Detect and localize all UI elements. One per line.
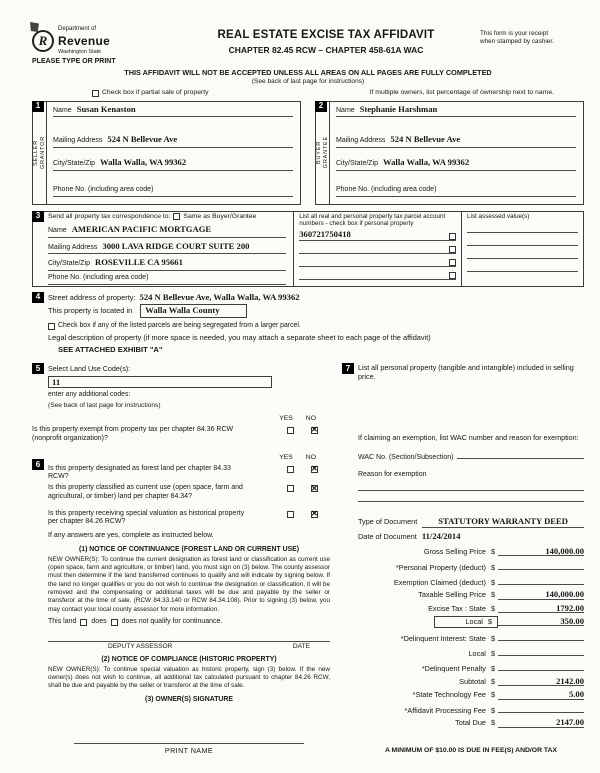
doc-type-field[interactable]: STATUTORY WARRANTY DEED (422, 516, 584, 528)
does-not-label: does not qualify for continuance. (121, 618, 223, 626)
fee-row-tech-fee: *State Technology Fee $ 5.00 (412, 689, 584, 700)
dept-of-revenue-logo (32, 26, 172, 55)
notice-compliance-body: NEW OWNER(S): To continue special valuation as historic property, sign (3) below. If the new owner(s) does not wish to continue, all additional tax calculated pursuant to chapter 84.26 RCW, shall be due and payable by the seller or transferor at the time of sale. (48, 665, 330, 690)
excise-tax-state-field[interactable]: 1792.00 (498, 603, 584, 614)
section-1-badge: 1 (32, 101, 44, 112)
selling-price-section (342, 363, 584, 755)
doc-date-label: Date of Document (358, 531, 417, 541)
gross-selling-price-field[interactable]: 140,000.00 (498, 546, 584, 557)
section-7-badge: 7 (342, 363, 354, 374)
assessed-values-header: List assessed value(s) (467, 212, 530, 220)
current-use-no-checkbox[interactable] (311, 485, 318, 492)
forest-no-checkbox[interactable] (311, 466, 318, 473)
wac-number-field[interactable] (457, 450, 584, 459)
current-use-question: Is this property classified as current use (open space, farm and agricultural, or timber) land per chapter 84.34? (48, 484, 243, 500)
section-6-badge: 6 (32, 459, 44, 470)
street-address-label: Street address of property: (48, 292, 136, 302)
corr-phone-label: Phone No. (including area code) (48, 273, 149, 281)
corr-city-field[interactable]: ROSEVILLE CA 95661 (95, 257, 183, 268)
fee-row-local: Local $ 350.00 (358, 616, 584, 628)
current-use-yes-checkbox[interactable] (287, 485, 294, 492)
seller-mailing-label: Mailing Address (53, 137, 103, 145)
additional-codes-label: enter any additional codes: (48, 391, 131, 399)
reason-line-2[interactable] (358, 491, 584, 502)
classification-section (32, 449, 330, 755)
state-technology-fee-field[interactable]: 5.00 (498, 689, 584, 700)
personal-property-checkbox-4[interactable] (449, 272, 456, 279)
historic-question: Is this property receiving special valuation as historical property per chapter 84.26 RCW? (48, 509, 245, 526)
reason-exemption-label: Reason for exemption (358, 471, 427, 479)
doc-type-label: Type of Document (358, 516, 418, 526)
fee-row-delinquent-interest-state: *Delinquent Interest: State $ (358, 630, 584, 643)
exempt-question-label: Is this property exempt from property tax per chapter 84.36 RCW (nonprofit organization)? (32, 425, 234, 442)
acceptance-warning: THIS AFFIDAVIT WILL NOT BE ACCEPTED UNLESS ALL AREAS ON ALL PAGES ARE FULLY COMPLETED (124, 67, 492, 77)
delinquent-interest-state-field[interactable] (498, 630, 584, 641)
section-2-badge: 2 (315, 101, 327, 112)
parcel-numbers-header: List all real and personal property tax parcel account numbers - check box if personal property (299, 212, 446, 228)
legal-description-field[interactable]: SEE ATTACHED EXHIBIT "A" (58, 344, 163, 354)
fee-row-personal-deduct: *Personal Property (deduct) $ (358, 559, 584, 572)
section-4-badge: 4 (32, 292, 44, 303)
does-label: does (91, 618, 107, 626)
notice-compliance-title: (2) NOTICE OF COMPLIANCE (HISTORIC PROPERTY) (101, 656, 277, 664)
personal-property-deduct-field[interactable] (498, 559, 584, 570)
section-3-badge: 3 (32, 211, 44, 222)
buyer-mailing-field[interactable]: 524 N Bellevue Ave (390, 134, 461, 145)
reason-line-1[interactable] (358, 480, 584, 491)
doc-date-field[interactable]: 11/24/2014 (421, 530, 461, 541)
corr-mailing-label: Mailing Address (48, 243, 98, 251)
forest-yes-checkbox[interactable] (287, 466, 294, 473)
partial-sale-checkbox[interactable] (92, 90, 99, 97)
assessed-value-line-4[interactable] (467, 260, 578, 272)
same-as-buyer-label: Same as Buyer/Grantee (183, 212, 257, 220)
seller-name-field[interactable]: Susan Kenaston (76, 103, 136, 114)
no-header-2: NO (305, 454, 316, 462)
buyer-role-strip: BUYER GRANTEE (316, 102, 330, 204)
exempt-no-checkbox[interactable] (311, 427, 318, 434)
county-field[interactable]: Walla Walla County (140, 304, 246, 318)
personal-property-checkbox-3[interactable] (449, 259, 456, 266)
answers-yes-note: If any answers are yes, complete as instructed below. (48, 532, 214, 540)
minimum-fee-note: A MINIMUM OF $10.00 IS DUE IN FEE(S) AND/OR TAX (385, 746, 557, 754)
subtotal-field[interactable]: 2142.00 (498, 676, 584, 687)
corr-name-field[interactable]: AMERICAN PACIFIC MORTGAGE (71, 223, 212, 234)
affidavit-processing-fee-field[interactable] (498, 702, 584, 713)
print-name-label: PRINT NAME (164, 746, 214, 756)
date-label: DATE (292, 642, 310, 650)
assessed-value-line-2[interactable] (467, 234, 578, 246)
excise-tax-local-field[interactable]: 350.00 (498, 616, 584, 627)
notice-continuance-title: (1) NOTICE OF CONTINUANCE (FOREST LAND OR CURRENT USE) (78, 545, 300, 553)
corr-name-label: Name (48, 226, 67, 234)
historic-yes-checkbox[interactable] (287, 511, 294, 518)
buyer-city-field[interactable]: Walla Walla, WA 99362 (383, 157, 470, 168)
fee-row-excise-state: Excise Tax : State $ 1792.00 (428, 602, 584, 613)
see-back-note: (See back of last page for instructions) (251, 77, 365, 85)
yes-header: YES (279, 415, 293, 423)
segregated-parcel-checkbox[interactable] (48, 323, 55, 330)
fee-row-total-due: Total Due $ 2147.00 (455, 717, 584, 728)
section-5-badge: 5 (32, 363, 44, 374)
fee-table (358, 543, 584, 727)
multiple-owners-note: If multiple owners, list percentage of ownership next to name. (369, 89, 554, 97)
parcel-number-field[interactable]: 360721750418 (299, 228, 351, 239)
seller-role-strip: SELLER GRANTOR (33, 102, 47, 204)
fee-row-subtotal: Subtotal $ 2142.00 (459, 675, 584, 686)
does-not-qualify-checkbox[interactable] (111, 619, 118, 626)
land-use-section (32, 363, 330, 443)
assessed-value-line-1[interactable] (467, 221, 578, 233)
this-land-label: This land (48, 618, 77, 626)
buyer-mailing-label: Mailing Address (336, 137, 386, 145)
exemption-claimed-field[interactable] (498, 574, 584, 585)
fee-row-delinquent-interest-local: Local $ (358, 646, 584, 659)
corr-mailing-field[interactable]: 3000 LAVA RIDGE COURT SUITE 200 (102, 240, 250, 251)
page-title: REAL ESTATE EXCISE TAX AFFIDAVIT (217, 29, 435, 41)
corr-city-label: City/State/Zip (48, 260, 91, 268)
assessed-value-line-3[interactable] (467, 247, 578, 259)
please-type-or-print: PLEASE TYPE OR PRINT (32, 58, 116, 65)
owners-signature-heading: (3) OWNER(S) SIGNATURE (145, 695, 233, 703)
chapter-subtitle: CHAPTER 82.45 RCW – CHAPTER 458-61A WAC (228, 45, 424, 56)
seller-city-field[interactable]: Walla Walla, WA 99362 (100, 157, 187, 168)
forest-land-question: Is this property designated as forest land per chapter 84.33 RCW? (48, 464, 231, 481)
segregated-parcel-label: Check box if any of the listed parcels are being segregated from a larger parcel. (58, 322, 301, 330)
buyer-section (315, 101, 584, 205)
fee-row-gross: Gross Selling Price $ 140,000.00 (423, 545, 584, 556)
personal-property-label: List all personal property (tangible and intangible) included in selling price. (358, 363, 574, 382)
seller-name-label: Name (53, 106, 72, 114)
buyer-city-label: City/State/Zip (336, 160, 379, 168)
buyer-name-label: Name (336, 106, 355, 114)
fee-row-exemption-deduct: Exemption Claimed (deduct) $ (358, 574, 584, 587)
seller-section (32, 101, 301, 205)
fee-row-taxable: Taxable Selling Price $ 140,000.00 (418, 589, 584, 600)
historic-no-checkbox[interactable] (311, 511, 318, 518)
same-as-buyer-checkbox[interactable] (173, 213, 180, 220)
seller-mailing-field[interactable]: 524 N Bellevue Ave (107, 134, 178, 145)
no-header: NO (305, 415, 316, 423)
seller-phone-label: Phone No. (including area code) (53, 185, 154, 193)
see-back-note-2: (See back of last page for instructions) (48, 402, 161, 410)
notice-continuance-body: NEW OWNER(S): To continue the current designation as forest land or classification as current use (open space, farm and agriculture, or timber) land, you must sign on (3) below. The county assessor must then determine if the land transferred continues to qualify and will indicate by signing below. If the land no longer qualifies or you do not wish to continue the designation or classification, it will be removed and the compensating or additional taxes will be due and payable by the seller or transferor at the time of sale. (RCW 84.33.140 or RCW 84.34.108). Prior to signing (3) below, you may contact your local county assessor for more information. (48, 555, 330, 613)
personal-property-checkbox-1[interactable] (449, 233, 456, 240)
street-address-field[interactable]: 524 N Bellevue Ave, Walla Walla, WA 99362 (139, 291, 300, 302)
yes-header-2: YES (279, 454, 293, 462)
partial-sale-label: Check box if partial sale of property (102, 89, 209, 97)
logo-department-text: Department of (58, 26, 97, 32)
located-in-label: This property is located in (48, 306, 133, 316)
taxable-selling-price-field[interactable]: 140,000.00 (498, 589, 584, 600)
send-correspondence-label: Send all property tax correspondence to: (48, 212, 171, 220)
legal-description-label: Legal description of property (if more space is needed, you may attach a separate sheet to each page of the affidavit) (48, 332, 431, 342)
buyer-name-field[interactable]: Stephanie Harshman (359, 103, 438, 114)
delinquent-penalty-field[interactable] (498, 661, 584, 672)
total-due-field[interactable]: 2147.00 (498, 717, 584, 728)
form-header (32, 26, 584, 56)
land-use-label: Select Land Use Code(s): (48, 364, 131, 374)
receipt-note: This form is your receipt when stamped by cashier. (480, 30, 554, 45)
fee-row-delinquent-penalty: *Delinquent Penalty $ (358, 661, 584, 674)
exempt-yes-checkbox[interactable] (287, 427, 294, 434)
tax-correspondence-section (32, 211, 584, 287)
scan-artifact-icon (30, 22, 39, 32)
exemption-claim-label: If claiming an exemption, list WAC number and reason for exemption: (358, 433, 579, 443)
wac-number-label: WAC No. (Section/Subsection) (358, 454, 454, 462)
logo-state-text: Washington State (58, 48, 102, 55)
print-name-line[interactable] (74, 743, 304, 744)
does-qualify-checkbox[interactable] (80, 619, 87, 626)
property-location-section (32, 292, 584, 355)
land-use-code-field[interactable]: 11 (48, 376, 272, 388)
revenue-monogram-icon: R (32, 30, 54, 52)
delinquent-interest-local-field[interactable] (498, 646, 584, 657)
seller-city-label: City/State/Zip (53, 160, 96, 168)
deputy-assessor-label: DEPUTY ASSESSOR (108, 642, 173, 650)
logo-revenue-text: Revenue (58, 33, 111, 48)
fee-row-processing-fee: *Affidavit Processing Fee $ (358, 702, 584, 715)
buyer-phone-label: Phone No. (including area code) (336, 185, 437, 193)
personal-property-checkbox-2[interactable] (449, 246, 456, 253)
